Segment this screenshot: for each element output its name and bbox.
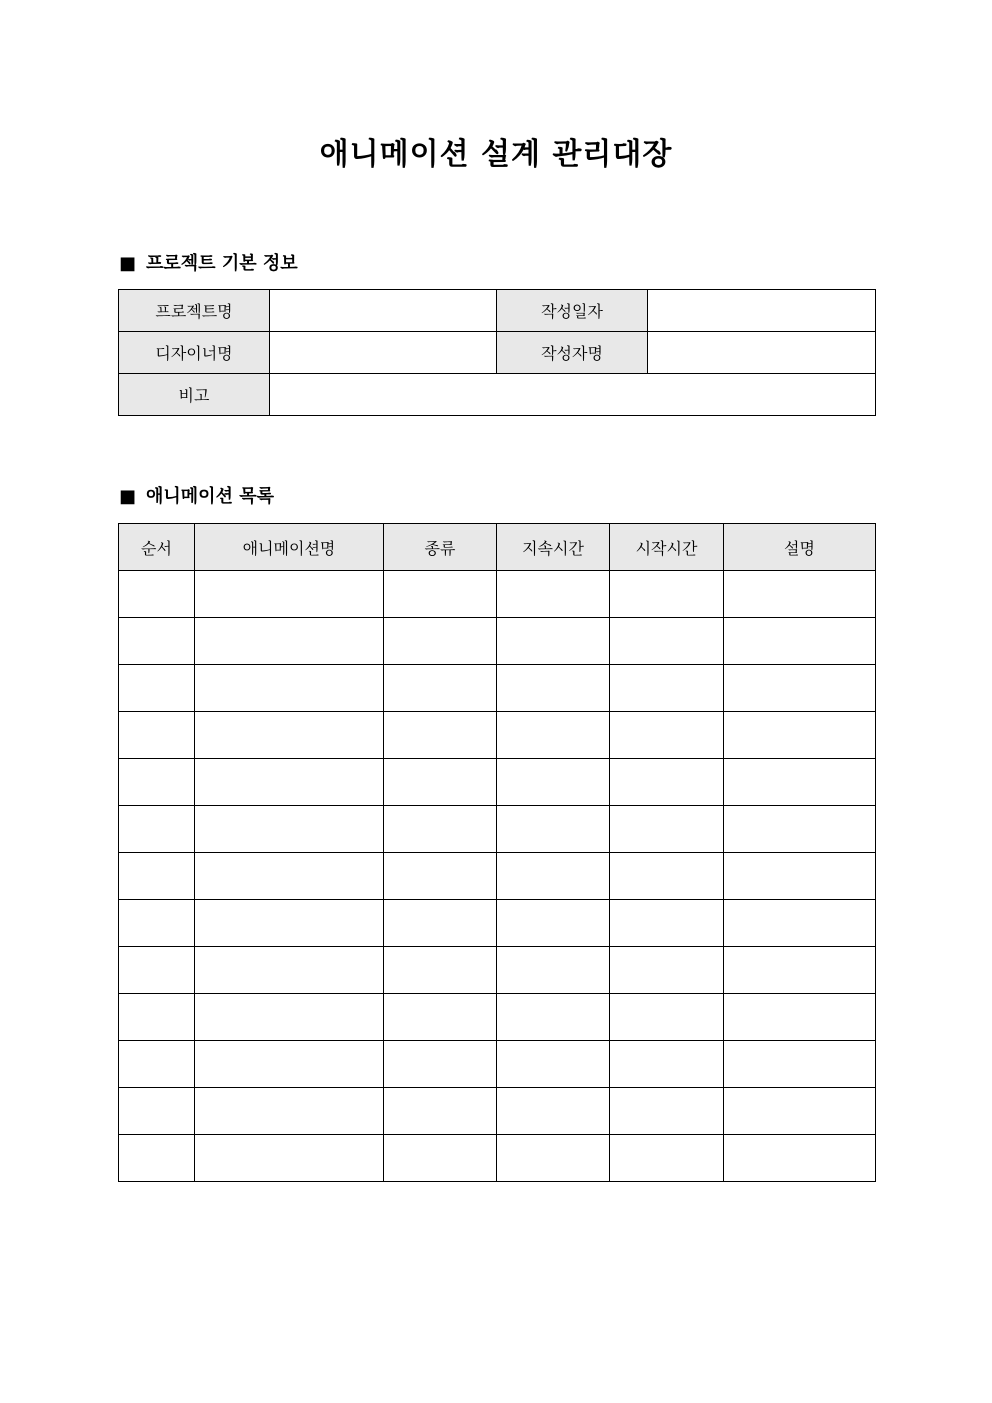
description-cell[interactable]: [724, 900, 876, 947]
duration-cell[interactable]: [497, 900, 610, 947]
type-cell[interactable]: [384, 1041, 497, 1088]
description-cell[interactable]: [724, 994, 876, 1041]
type-cell[interactable]: [384, 665, 497, 712]
table-row: [119, 900, 876, 947]
duration-cell[interactable]: [497, 947, 610, 994]
type-cell[interactable]: [384, 1088, 497, 1135]
type-cell[interactable]: [384, 947, 497, 994]
created-date-label: 작성일자: [497, 290, 648, 332]
remarks-field[interactable]: [270, 374, 876, 416]
start-time-cell[interactable]: [610, 806, 724, 853]
remarks-label: 비고: [119, 374, 270, 416]
start-time-cell[interactable]: [610, 1088, 724, 1135]
table-header-row: [119, 524, 876, 571]
column-header-order: 순서: [119, 524, 195, 571]
duration-cell[interactable]: [497, 806, 610, 853]
start-time-cell[interactable]: [610, 994, 724, 1041]
type-cell[interactable]: [384, 806, 497, 853]
animation-name-cell[interactable]: [195, 947, 384, 994]
table-row: [119, 806, 876, 853]
description-cell[interactable]: [724, 1135, 876, 1182]
description-cell[interactable]: [724, 712, 876, 759]
order-cell[interactable]: [119, 571, 195, 618]
order-cell[interactable]: [119, 994, 195, 1041]
column-header-description: 설명: [724, 524, 876, 571]
animation-name-cell[interactable]: [195, 665, 384, 712]
duration-cell[interactable]: [497, 571, 610, 618]
start-time-cell[interactable]: [610, 1041, 724, 1088]
table-row: [119, 947, 876, 994]
column-header-type: 종류: [384, 524, 497, 571]
animation-name-cell[interactable]: [195, 618, 384, 665]
column-header-start-time: 시작시간: [610, 524, 724, 571]
order-cell[interactable]: [119, 1088, 195, 1135]
animation-list-heading: [119, 485, 274, 509]
order-cell[interactable]: [119, 806, 195, 853]
duration-cell[interactable]: [497, 994, 610, 1041]
type-cell[interactable]: [384, 900, 497, 947]
animation-name-cell[interactable]: [195, 1135, 384, 1182]
order-cell[interactable]: [119, 712, 195, 759]
type-cell[interactable]: [384, 1135, 497, 1182]
description-cell[interactable]: [724, 665, 876, 712]
page-title: 애니메이션 설계 관리대장: [319, 137, 673, 172]
order-cell[interactable]: [119, 618, 195, 665]
type-cell[interactable]: [384, 618, 497, 665]
description-cell[interactable]: [724, 853, 876, 900]
order-cell[interactable]: [119, 1135, 195, 1182]
square-bullet-icon: ■: [119, 253, 137, 274]
table-row: [119, 571, 876, 618]
table-row: [119, 1088, 876, 1135]
author-name-label: 작성자명: [497, 332, 648, 374]
description-cell[interactable]: [724, 618, 876, 665]
author-name-field[interactable]: [648, 332, 876, 374]
start-time-cell[interactable]: [610, 1135, 724, 1182]
type-cell[interactable]: [384, 994, 497, 1041]
animation-name-cell[interactable]: [195, 806, 384, 853]
type-cell[interactable]: [384, 759, 497, 806]
animation-name-cell[interactable]: [195, 994, 384, 1041]
table-row: [119, 665, 876, 712]
project-name-field[interactable]: [270, 290, 497, 332]
animation-name-cell[interactable]: [195, 571, 384, 618]
description-cell[interactable]: [724, 806, 876, 853]
start-time-cell[interactable]: [610, 571, 724, 618]
animation-name-cell[interactable]: [195, 1088, 384, 1135]
animation-list-heading-label: 애니메이션 목록: [146, 486, 274, 507]
table-row: [119, 374, 876, 416]
type-cell[interactable]: [384, 571, 497, 618]
order-cell[interactable]: [119, 1041, 195, 1088]
start-time-cell[interactable]: [610, 947, 724, 994]
duration-cell[interactable]: [497, 1088, 610, 1135]
order-cell[interactable]: [119, 759, 195, 806]
description-cell[interactable]: [724, 1041, 876, 1088]
project-info-heading-label: 프로젝트 기본 정보: [146, 253, 298, 274]
start-time-cell[interactable]: [610, 618, 724, 665]
start-time-cell[interactable]: [610, 712, 724, 759]
start-time-cell[interactable]: [610, 759, 724, 806]
description-cell[interactable]: [724, 571, 876, 618]
duration-cell[interactable]: [497, 712, 610, 759]
animation-name-cell[interactable]: [195, 853, 384, 900]
project-info-heading: [119, 252, 298, 276]
description-cell[interactable]: [724, 759, 876, 806]
table-row: [119, 994, 876, 1041]
designer-name-label: 디자이너명: [119, 332, 270, 374]
animation-name-cell[interactable]: [195, 759, 384, 806]
square-bullet-icon: ■: [119, 486, 137, 507]
description-cell[interactable]: [724, 947, 876, 994]
table-row: [119, 618, 876, 665]
animation-list-table: [118, 523, 876, 1182]
duration-cell[interactable]: [497, 618, 610, 665]
created-date-field[interactable]: [648, 290, 876, 332]
type-cell[interactable]: [384, 712, 497, 759]
column-header-duration: 지속시간: [497, 524, 610, 571]
order-cell[interactable]: [119, 947, 195, 994]
duration-cell[interactable]: [497, 1135, 610, 1182]
type-cell[interactable]: [384, 853, 497, 900]
table-row: [119, 853, 876, 900]
order-cell[interactable]: [119, 900, 195, 947]
project-name-label: 프로젝트명: [119, 290, 270, 332]
table-row: [119, 1041, 876, 1088]
designer-name-field[interactable]: [270, 332, 497, 374]
table-row: [119, 759, 876, 806]
project-info-table: [118, 289, 876, 416]
description-cell[interactable]: [724, 1088, 876, 1135]
animation-list-body: [119, 571, 876, 1182]
table-row: [119, 290, 876, 332]
order-cell[interactable]: [119, 853, 195, 900]
duration-cell[interactable]: [497, 759, 610, 806]
table-row: [119, 332, 876, 374]
duration-cell[interactable]: [497, 853, 610, 900]
animation-name-cell[interactable]: [195, 900, 384, 947]
table-row: [119, 712, 876, 759]
order-cell[interactable]: [119, 665, 195, 712]
duration-cell[interactable]: [497, 665, 610, 712]
animation-name-cell[interactable]: [195, 1041, 384, 1088]
table-row: [119, 1135, 876, 1182]
duration-cell[interactable]: [497, 1041, 610, 1088]
start-time-cell[interactable]: [610, 900, 724, 947]
animation-name-cell[interactable]: [195, 712, 384, 759]
start-time-cell[interactable]: [610, 665, 724, 712]
start-time-cell[interactable]: [610, 853, 724, 900]
column-header-animation-name: 애니메이션명: [195, 524, 384, 571]
